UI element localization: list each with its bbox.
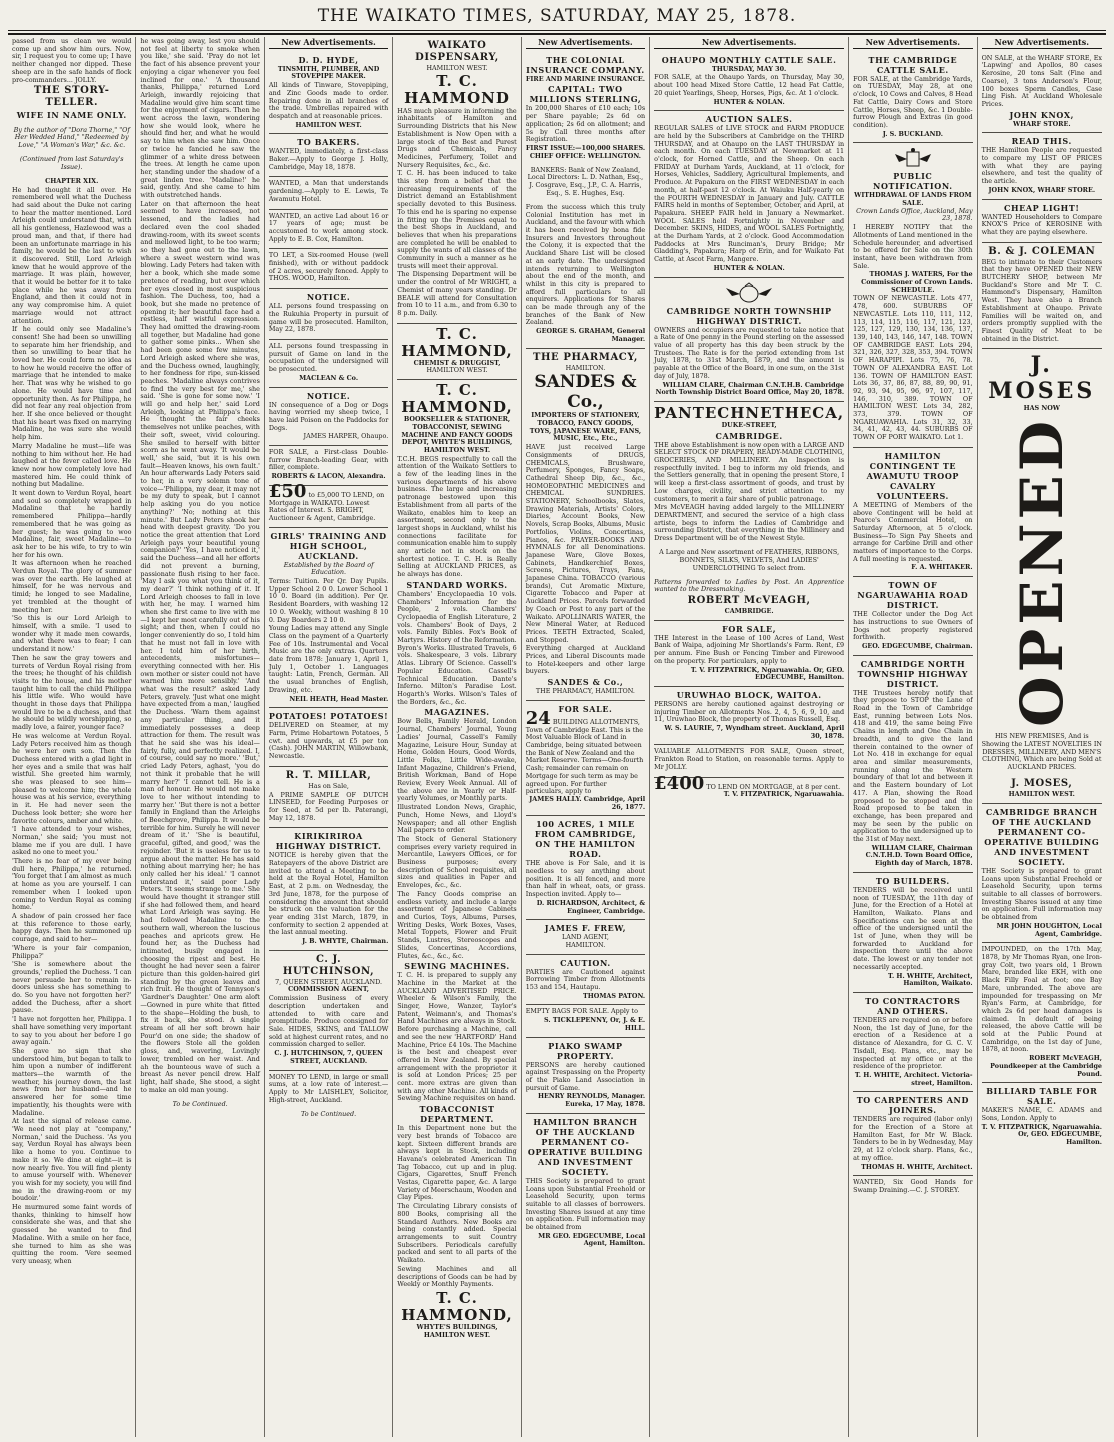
ad-place: HAMILTON WEST. [426,366,488,375]
ad-body: THE Collector under the Dog Act has instructions to sue Owners of Dogs not properly registered forthwith. [853,610,973,642]
ad-section-title: TOBACCONIST DEPARTMENT. [419,1104,495,1125]
story-paragraph: 'Where is your fair companion, Philippa?' [12,943,132,960]
ad-hyde [269,52,388,135]
ad-ohaupo-cattle [654,52,844,112]
ad-signature: T. V. FITZPATRICK, Ngaruawahia. [723,790,845,799]
to-be-continued: To be Continued. [172,1099,228,1108]
ad-subtitle: COMMISSION AGENT, [288,985,370,994]
ad-empty-bags [526,1005,645,1037]
ad-signature: C. J. HUTCHINSON, 7, QUEEN STREET, AUCKLAND. [274,1049,383,1065]
ad-signature: S. TICKLEPENNY, Or, J. & E. HILL. [544,1016,646,1032]
ad-name: T. C. HAMMOND, [401,324,513,360]
ad-body: TENDERS will be received until noon of TUESDAY, the 11th day of June, for the Erection of a Hotel at Hamilton, Waikato. Plans and Specifications can be seen at the office of the undersigned until the 1st of June, when they will be forwarded to Auckland for inspection there until the above date. The lowest or any tender not necessarily accepted. [853,885,973,971]
column-heading: New Advertisements. [853,39,972,49]
story-paragraph: Marry Madaline he must—life was nothing to him without her. He had laughed at the fever called love. He knew now how completely love had mastered him. He could think of nothing but Madaline. [12,441,132,489]
story-paragraph: She gave no sign that she understood him, but began to talk to him upon a number of indifferent matters—the warmth of the weather, his journey down, the last news from her husband—and he answered her for some time impatiently, his thoughts were with Madaline. [12,1046,132,1117]
ad-title: TOWN OF NGARUAWAHIA ROAD DISTRICT. [857,580,969,611]
column-grid [8,37,1106,1437]
ad-body: Bow Bells, Family Herald, London Journal, Chambers' Journal, Young Ladies' Journal, Cassell's Family Magazine, Leisure Hour, Sunday at Home, Golden Hours, Good Words, Little Folks, Little Wide-awake, Infant Magazine, Children's Friend, British Workman, Band of Hope Review, Every Week Annual. All of the above are in Yearly or Half-yearly Volumes, or Monthly parts. [397,717,517,803]
ad-body: MONEY TO LEND, in large or small sums, at a low rate of interest.—Apply to Mr LAISHLEY, Solicitor, High-street, Auckland. [268,1072,389,1104]
ad-title: TO BAKERS. [297,137,360,148]
ad-body: THE Society is prepared to grant Loans upon Substantial Freehold or Leasehold Security, upon terms suitable to all classes of borrowers. Investing Shares issued at any time on application. Full information may be obtained from [981,866,1102,922]
story-paragraph: Later on that afternoon the heat seemed to have increased, not lessened, and the ladies had declared even the cool shaded drawing-room, with its sweet scents and mellowed light, to be too warm; so they had gone out to the lawn, where a sweet western wind was blowing. Lady Peters had taken with her a book, which she made some pretence of reading, but over which her eyes closed in most suspicious fashion. The Duchess, too, had a book, but she made no pretence of opening it; her beautiful face had a restless, half wistful expression. They had omitted the drawing-room all together, but Madaline had gone to gather some pinks... When she had been gone some few minutes, Lord Arleigh asked where she was, and the Duchess owned, laughingly, to her fondness for ripe, sun-kissed peaches. 'Madaline always contrives to find the very best for me,' she said. 'She is gone for some now.' 'I will go and help her,' said Lord Arleigh, looking at Philippa's face. He thought the fair cheeks themselves not unlike peaches, with their soft, sweet, vivid colouring. She smiled to herself with bitter scorn as he went away. 'It would be well,' she said, 'but it is his own fault—Heaven knows, his own fault.' An hour afterwards Lady Peters said to her, in a very solemn tone of voice—'Philippa, my dear, it may not be my duty to speak, but I cannot help asking you do you notice anything?' 'No; nothing at this minute.' But Lady Peters shook her head with deepest gravity. 'Do you notice the great attention that Lord Arleigh pays your beautiful young companion?' 'Yes, I have noticed it,' said the Duchess—and all her efforts did not prevent a burning, passionate flush rising to her face. 'May I ask you what you think of it, my dear?' 'I think nothing of it. If Lord Arleigh chooses to fall in love with her, he may. I warned him when she first came to live with me—I kept her most carefully out of his sight; and then, when I could no longer conveniently do so, I told him that he must not fall in love with her. I told him of her birth, antecedents, misfortunes—everything connected with her. His own mother or sister could not have warned him more sensibly.' 'And what was the result?' asked Lady Peters, gravely. 'Just what one might have expected from a man,' laughed the Duchess. 'Warn them against any particular thing, and it immediately possesses a deep attraction for them. The result was that he said she was his ideal—fairly, fully, and perfectly realized. I, of course, could say no more.' 'But,' cried Lady Peters, aghast, 'you do not think it probable that he will marry her?' 'I cannot tell. He is a man of honour. He would not make love to her without intending to marry her.' 'But there is not a better family in England than the Arleighs of Beechgrove, Philippa. It would be terrible for him. Surely he will never dream of it.' 'She is beautiful, graceful, gifted, and good,' was the rejoinder. 'But it is useless for us to argue about the matter. He has said nothing about marrying her; he has only called her his ideal.' 'I cannot understand it,' said poor Lady Peters. 'It seems strange to me.' She would have thought it stranger still if she had followed them, and heard what Lord Arleigh was saying. He had followed Madaline to the southern wall, whereon the luscious peaches and apricots grew. He found her, as the Duchess had intimated, busily engaged in choosing the ripest and best. He thought he had never seen a fairer picture than this golden-haired girl standing by the green leaves and rich fruit. He thought of Tennyson's 'Gardner's Daughter.' One arm aloft—Gowned in pure white that fitted to the shape—Holding the bush, to fix it back, she stood. A single stream of all her soft brown hair Pour'd on one side; the shadow of the flowers Stole all the golden gloss, and, wavering, Lovingly lower, trembled on her waist. And ah the bounteous wave of such a breast As never pencil drew. Half light, half shade, She stood, a sight to make an old man young. [140,199,260,1094]
ad-cambridge-cattle-sale [853,52,972,144]
ad-body: From the success which this truly Colonial Institution has met in Auckland, and the favour with which it has been received by bona fide Insurers and Investors throughout the Colony, it is expected that the Auckland Share List will be closed at an early date. The undersigned intends returning to Wellington about the end of the month, and whilst in this city is prepared to afford full particulars to all enquirers. Applications for Shares can be made through any of the branches of the Bank of New Zealand. [525,202,646,327]
ad-subtitle: Established by the Board of Education. [283,560,374,577]
ad-body: REGULAR SALES of LIVE STOCK and FARM PRODUCE are held by the Subscribers at Cambridge on the THIRD THURSDAY, and at Ohaupo on the LAST THURSDAY in each month. On each TUESDAY at Newmarket at 11 o'clock, for Horned Cattle, and the Sheep. On each FRIDAY at Durham Yards, Auckland, at 11 o'clock, for Horses, Vehicles, Saddlery, Agricultural Implements, and Produce. At Papakura on the FIRST WEDNESDAY in each month, at half-past 12 o'clock. At Waiuku Half-yearly on the FOURTH WEDNESDAY in January and July. CATTLE FAIRS held in months of September, October, and April, at Papakura. SHEEP FAIR held in January a Newmarket. WOOL SALES held Fortnightly in November and December. SKINS, HIDES, and WOOL SALES Fortnightly, at the Durham Yards, at 2 o'clock. Good Accommodation Paddocks at Mrs Runciman's, Drury Bridge; Mr Gladding's, Papakura; Harp of Erin, and for Waikato Fat Cattle, at Ascot Farm, Mangere. [654,124,845,264]
ad-body: NOTICE is hereby given that the Ratepayers of the above District are invited to attend a Meeting to be held at the Royal Hotel, Hamilton East, at 2 p.m. on Wednesday, the 3rd June, 1878, for the purpose of considering the amount that should be struck on the valuation for the year ending 31st March, 1879, in conformity to section 2 appended at the last annual meeting. [268,851,389,937]
ad-auction-sales [654,111,844,277]
ad-title: NOTICE. [306,390,351,401]
ad-to-let [269,249,388,289]
ad-signature: THOMAS PATON. [582,991,646,1000]
ad-address: 7, QUEEN STREET, AUCKLAND. [275,977,383,986]
ad-subtitle: FIRE AND MARINE INSURANCE. [525,74,645,83]
ad-girls-school [269,528,388,709]
column-5 [522,37,650,1437]
ad-body: PERSONS are hereby cautioned against Trespassing on the Property of the Piako Land Association in pursuit of Game. [525,1060,646,1092]
ad-title: THE COLONIAL INSURANCE COMPANY. [526,54,645,75]
ad-title: CAUTION. [560,957,611,968]
ad-cambridge-north-highway [853,656,972,873]
ad-subtitle: TINSMITH, PLUMBER, AND STOVEPIPE MAKER. [277,64,380,81]
ad-caution [526,955,645,1006]
ad-body: In 200,000 Shares of £10 each; 10s per Share payable; 2s 6d on application; 2s 6d on allotment; and 5s by Call three months after Registration. [525,104,646,144]
ad-kirikiriroa [269,828,388,950]
ad-name: B. & J. COLEMAN [988,245,1096,257]
ad-body: Mrs McVEAGH having added largely to the MILLINERY DEPARTMENT, and secured the service of a high class artiste, begs to inform the Ladies of Cambridge and surrounding District, that everything in the Millinery and Dress Department will be of the Newest Style. [654,503,845,543]
ad-signature: WILLIAM CLARE, Chairman C.N.T.H.B. Cambridge North Township District Board Office, May 20, 1878. [655,380,845,397]
ad-section-title: SEWING MACHINES. [404,961,510,972]
coat-of-arms-icon [714,282,784,304]
story-paragraph: 'She is somewhere about the grounds,' replied the Duchess. 'I can never persuade her to remain in-doors unless she has something to do. So you have not forgotten her?' added the Duchess, after a short pause. [12,960,132,1015]
ad-signature: MR JOHN HOUGHTON, Local Agent, Cambridge. [996,921,1102,938]
ad-body: OWNERS and occupiers are requested to take notice that a Rate of One penny in the Pound sterling on the assessed value of all property has this day been struck by the Trustees. The Rate is for the period extending from 1st July, 1878, to 31st March, 1879, and the amount is payable at the Office of the Board, in one sum, on the 31st day of July, 1878. [654,325,845,380]
ad-signature: J. B. WHYTE, Chairman. [302,937,389,946]
ad-title: READ THIS. [1011,136,1072,147]
story-teller-heading: THE STORY-TELLER. [33,85,110,109]
ad-hutchinson [269,951,388,1071]
ad-body: WANTED, a Man that understands gardening.—Apply to E. Lewis, Te Awamutu Hotel. [268,179,389,203]
ad-moses [982,349,1102,804]
ad-amount: £50 [268,480,307,502]
ad-signature: T. H. WHITE, Architect. Victoria-street, Hamilton. [854,1070,973,1087]
ad-body: Commission Business of every description undertaken and attended to with care and promptitude. Produce consigned for Sale. HIDES, SKINS, and TALLOW sold at highest current rates, and no commission charged to seller. [268,994,389,1049]
ad-signature: T. H. WHITE, Architect, Hamilton, Waikato. [888,971,973,988]
ad-body: WANTED Householders to Compare KNOX'S Price of KEROSINE with what they are paying elsewhere. [981,212,1102,236]
ad-title: D. D. HYDE, [298,54,359,65]
ad-title: HAMILTON CONTINGENT TE AWAMUTU TROOP CAVALRY VOLUNTEERS. [866,450,960,501]
ad-name: PANTECHNETHECA, [654,403,845,422]
ad-for-sale-allotments [526,701,645,816]
ad-body: In this Department none but the very best brands of Tobacco are kept. Sixteen different brands are always kept in Stock, including Havana's celebrated American Tin Tag Tobacco, cut up and in plug. Cigars, Cigarettes, Snuff French Vestas, Cigarette paper, &c. A large Variety of Meerschaum, Wooden and Clay Pipes. [397,1124,517,1202]
ad-body: Illustrated London News, Graphic, Punch, Home News, and Lloyd's Newspaper; and all other English Mail papers to order. [397,803,517,835]
column-2 [136,37,264,1437]
ad-street: DUKE-STREET, [721,420,777,429]
column-3 [265,37,393,1437]
ad-wanted-lad [269,210,388,250]
ad-assortment: A Large and New assortment of FEATHERS, RIBBONS, BONNETS, SILKS, VELVETS, And LADIES' UNDERCLOTHING To select from. [659,548,840,572]
ad-cambridge-north-township [654,278,844,402]
ad-body: WANTED, an active Lad about 16 or 17 years of age; must be accustomed to work among stock. Apply to E. B. Cox, Hamilton. [268,211,389,243]
ad-signature: MACLEAN & Co. [299,373,359,382]
ad-amount: £400 [654,772,705,794]
story-paragraph: He murmured some faint words of thanks, thinking to himself how considerate she was, and that she guessed he wanted to find Madaline. With a smile on her face, she turned to him as she was quitting the room. 'Vere seemed very uneasy, when [12,1203,132,1265]
ad-body: IMPOUNDED, on the 17th May, 1878, by Mr Thomas Ryan, one Iron-gray Colt, two years old, 1 Brown Mare, branded like EKH, with one Black Filly Foal at foot; one Bay Mare, unbranded. The above are impounded for trespassing on Mr Ryan's Farm, at Cambridge, for which 2s 6d per head damages is claimed. In default of being released, the above Cattle will be sold at the Public Pound at Cambridge, on the 1st day of June, 1878, at noon. [981,945,1102,1054]
ad-body: The Fancy Goods comprise an endless variety, and include a large assortment of Japanese Cabinets and Curios, Toys, Albums, Purses, Writing Desks, Work Boxes, Vases, Metal Toppets, Flower and Fruit Stands, Lustres, Stereoscopes and Slides, Concertinas, Accordions, Flutes, &c., &c., &c. [397,889,517,960]
column-heading: New Advertisements. [526,39,645,49]
column-heading: New Advertisements. [269,39,388,49]
ad-subtitle: LAND AGENT, [561,933,609,942]
story-byline: By the author of "Dora Thorne," "Of Her Wedded Hand," "Redeemed by Love," "A Woman's War," &c. &c. [13,125,130,150]
ad-name: SANDES & Co., [547,677,624,688]
ad-cheap-light [982,200,1102,243]
ad-subtitle: BOOKSELLER & STATIONER, TOBACCONIST, SEWING MACHINE AND FANCY GOODS DEPOT, WHYTE'S BUILDINGS, HAMILTON WEST. [401,415,513,454]
ad-title: CHEAP LIGHT! [1004,202,1080,213]
ad-hamilton-building-society [526,1114,645,1252]
ad-title: THE CAMBRIDGE CATTLE SALE. [868,54,958,75]
ad-title: PIAKO SWAMP PROPERTY. [548,1040,623,1061]
ad-waikato-dispensary [397,37,516,324]
ad-body: THE Trustees hereby notify that they propose to STOP the Lane of Road in the Town of Cambridge East, running between Lots Nos. 418 and 419, the same being Five Chains in length and One Chain in breadth, and to give the land therein contained to the owner of Lot No. 418 in exchange for equal area and similar measurements, running along the Western boundary of that lot and between it and the Eastern boundary of Lot 417. A Plan, showing the Road proposed to be stopped and the Road proposed to be taken in exchange, has been prepared and may be seen by the public on application to the undersigned up to the 31st of May next. [853,688,973,844]
ad-body: THE above Establishment is now open with a LARGE AND SELECT STOCK OF DRAPERY, READY-MADE CLOTHING, GROCERIES, AND MILLINERY. An Inspection is respectfully invited. I beg to inform my old friends, and the Settlers generally, that in opening the present Store, I will keep a first-class assortment of goods, and trust by Low charges, civility, and strict attention to my customers, to merit a fair share of public patronage. [654,440,845,503]
ad-terms: Terms: Tuition. Per Qr. Day Pupils. Upper School 2 0 0. Lower School 1 10 0. Board (in addition). Per Qr. Resident Boarders, with washing 12 10 0. Weekly, without washing 8 10 0. Day Boarders 2 10 0. [268,577,389,624]
ad-frew [526,920,645,954]
ad-body: EMPTY BAGS FOR SALE. Apply to [525,1007,638,1016]
ad-signature: T. V. FITZPATRICK, Ngaruawahia. Or, GEO. EDGECUMBE, Hamilton. [981,1122,1102,1147]
ad-signature: ROBERT McVEAGH, Poundkeeper at the Cambridge Pound. [990,1054,1102,1078]
ad-coleman [982,243,1102,350]
ad-body: TENDERS are required on or before Noon, the 1st day of June, for the erection of a Residence at a distance of Alexandra, for G. C. V. Tisdall, Esq. Plans, etc., may be inspected at my office or at the residence of the proprietor. [853,1015,973,1071]
ad-body: MAKER'S NAME, C. ADAMS and Sons, London. Apply to [981,1106,1102,1122]
ad-body: ON SALE, at the WHARF STORE, Ex 'Lapwing' and Apollos, 80 cases Kerosine, 20 tons Salt (Fine and Coarse), 3 tons Anderson's Flour, 100 boxes Sperm Candles, Case Ling Fish. At Auckland Wholesale Prices. [981,53,1102,108]
story-paragraph: At last the signal of release came. 'We need not play at "company," Norman,' said the Duchess. 'As you say, Verdun Royal has always been like a home to you. Continue to make it so. We dine at eight—it is now nearly five. You will find plenty to amuse yourself with. Whenever you wish for my society, you will find me in the drawing-room or my boudoir.' [12,1117,132,1203]
ad-body: A MEETING of Members of the above Contingent will be held at Pearce's Commercial Hotel, on Saturday Afternoon, at 5 o'clock. Business—To Sign Pay Sheets and arrange for Carbine Drill and other matters of importance to the Corps. A full meeting is requested. [853,500,973,563]
ad-to-contractors [853,993,972,1092]
ad-public-notification [853,143,972,448]
story-paragraph: Then he saw the gray towers and turrets of Verdun Royal rising from the trees; he thought of his childish visits to the house, and his mother taught him to call the child Philippa his little wife. Who would have thought in those days that Philippa would live to be a duchess, and that he should be wildly worshipping, so madly love, a fairer, younger face? [12,653,132,732]
ad-signature: THOMAS H. WHITE, Architect. [861,1162,973,1171]
story-paragraph: A shadow of pain crossed her face at this reference to those early, happy days. Then he summoned up courage, and said to her— [12,912,132,944]
story-paragraph: 'There is no fear of my ever being dull here, Philippa,' he returned. 'You forget that I am almost as much at home as you are yourself. I can remember when I looked upon coming to Verdun Royal as coming home.' [12,857,132,912]
ad-signature: THOMAS J. WATERS, For the Commissioner of Crown Lands. [861,270,973,287]
ad-body: A PRIME SAMPLE OF DUTCH LINSEED, for Feeding Purposes or for Seed, at 5d per lb. Paterangi, May 12, 1878. [268,790,389,822]
ad-title: TO CONTRACTORS AND OTHERS. [865,995,961,1016]
ad-place: HAMILTON. [565,363,606,372]
ad-proprietor: ROBERT McVEAGH, [687,595,811,607]
ad-title: GIRLS' TRAINING AND HIGH SCHOOL, AUCKLAND. [270,530,387,561]
ad-body: TO LET, a Six-roomed House (well finished), with or without paddock of 2 acres, securely fenced. Apply to THOS. WOOD, Hamilton. [268,251,389,283]
ad-number: 24 [525,707,551,729]
ad-title: AUCTION SALES. [705,114,793,125]
ad-signature: NEIL HEATH, Head Master. [289,694,389,703]
ad-body: ALL persons found trespassing on the Rukuhia Property in pursuit of game will be prosecuted. Hamilton, May 22, 1878. [268,302,389,334]
ad-signature: GEO. EDGECUMBE, Chairman. [861,641,973,650]
ad-name: J. MOSES, [1011,778,1073,790]
column-6 [650,37,849,1437]
ad-signature: J. S. BUCKLAND. [882,129,943,138]
ad-billiard-table [982,1083,1102,1151]
ad-date: THURSDAY, MAY 30. [712,64,787,73]
story-paragraph: It was afternoon when he reached Verdun Royal. The glory of summer was over the earth. He laughed at himself, for he was nervous and timid; he longed to see Madaline, yet trembled at the thought of meeting her. [12,559,132,614]
ad-name: SANDES & Co., [534,372,637,413]
ad-the-pharmacy [526,349,645,701]
ad-body: Chambers' Encyclopaedia 10 vols. Chambers' Information for the People, 2 vols. Chambers' Cyclopaedia of English Literature, 2 vols. Chambers' Book of Days, 2 vols. Family Bibles. Fox's Book of Martyrs. History of the Reformation. Byron's Works. Illustrated Travels, 6 vols. Shakespeare, 3 vols. Library Atlas. Library Of Science. Cassell's Popular Education. Cassell's Technical Education. Dante's Inferno. Milton's Paradise Lost. Hogarth's Works. Wilson's Tales of the Borders, &c., &c. [397,589,517,706]
ad-body: THE above is For Sale, and it is needless to say anything about position. It is all fenced, and more than half in wheat, oats, or grass. Inspection invited. Apply to— [525,859,646,899]
ad-title: R. T. MILLAR, [285,769,372,781]
ad-title: NOTICE. [306,292,351,303]
ad-hamilton-contingent [853,448,972,577]
ad-body: HIS NEW PREMISES, And is Showing the LATEST NOVELTIES IN DRESSES, MILLINERY, AND MEN'S CLOTHING, Which are being Sold at AUCKLAND PRICES. [981,732,1102,772]
coat-of-arms-icon [878,147,948,169]
ad-wharf-store [982,52,1102,134]
ad-issue: FIRST ISSUE:—100,000 SHARES. [525,143,646,152]
ad-title: FOR SALE. [558,703,613,714]
ad-name: JOHN KNOX, [1009,109,1075,120]
ad-title: CAMBRIDGE NORTH TOWNSHIP HIGHWAY DISTRICT. [666,305,832,326]
ad-for-sale-lease [654,621,844,687]
ad-title: CAMBRIDGE BRANCH OF THE AUCKLAND PERMANENT CO-OPERATIVE BUILDING AND INVESTMENT SOCIETY. [984,806,1100,867]
ad-signature: WILLIAM CLARE, Chairman C.N.T.H.D. Town Board Office, Eighth day of March, 1878. [865,843,973,868]
ad-body: WANTED, immediately, a first-class Baker.—Apply to George J. Holly, Cambridge, May 18, 1878. [268,147,389,171]
ad-subtitle: IMPORTERS OF STATIONERY, TOBACCO, FANCY GOODS, TOYS, JAPANESE WARE, FANS, MUSIC, Etc., Etc., [529,411,642,443]
ad-name: T. C. HAMMOND, [401,381,513,417]
story-paragraph: 'So this is our Lord Arleigh to himself, with a smile. 'I used to wonder why it made men cowards, and what there was to fear; I can understand it now.' [12,614,132,654]
ad-title: THE PHARMACY, [532,351,638,363]
ad-notice-maclean [269,340,388,388]
ad-place: CAMBRIDGE. [715,430,783,441]
ad-signature: JAMES HALLY. Cambridge, April 26, 1877. [529,794,646,811]
ad-body: I HEREBY NOTIFY that the Allotments of Land mentioned in the Schedule hereunder, and advertised to be offered for Sale on the 30th instant, have been withdrawn from Sale. [853,223,973,270]
masthead-rule [8,30,1106,35]
ad-body: T. C. H. has been induced to take this step from a belief that the increasing requirements of the District demand an Establishment specially devoted to this Business. To this end he is sparing no expense in fitting up the Premises equal to the best Shops in Auckland, and believes that when his preparations are completed he will be enabled to supply the wants of all classes of the Community in such a manner as he trusts will meet their approval. [397,169,517,270]
ad-footnote: Patterns forwarded to Ladies by Post. An Apprentice wanted to the Dressmaking. [654,577,845,594]
ad-place: WHARF STORE. [1012,119,1071,128]
ad-hammond-bookseller [397,380,516,1343]
ad-title: TO BUILDERS. [875,875,950,886]
ad-body: THE Interest in the Lease of 100 Acres of Land, West Bank of Waipa, adjoining Mr Shortlands's Farm. Rent, £9 per annum. Fine Bush or Fencing Timber and Firewood on the property. For particulars, apply to [654,633,845,665]
ad-place: HAMILTON WEST. [423,1330,491,1339]
ad-piako-swamp [526,1038,645,1114]
ad-body: Sewing Machines and all descriptions of Goods can be had by Weekly or Monthly Payments. [397,1264,517,1289]
story-paragraph: He was welcome at Verdun Royal. Lady Peters received him as though he were her own son. Then the Duchess entered with a glad light in her eyes and a smile that was half wistful. She greeted him warmly, she was pleased to see him—pleased to welcome him; the whole house was at his service, everything in it. He had never seen the Duchess look better; she wore her favorite colours, amber and white. [12,731,132,825]
ad-signature: MR GEO. EDGECUMBE, Local Agent, Hamilton. [538,1231,646,1248]
ad-title: PUBLIC NOTIFICATION. [873,171,953,192]
ad-body: VALUABLE ALLOTMENTS FOR SALE, Queen street, Frankton Road to Station, on reasonable terms. Apply to Mr JOLLY. [654,747,845,771]
ad-bankers: BANKERS: Bank of New Zealand, Local Directors: L. D. Nathan, Esq., J. Cosgrave, Esq., J.P., C. A. Harris, Esq., S. E. Hughes, Esq. [527,165,644,197]
ad-body: Everything charged at Auckland Prices, and Liberal Discounts made to Hotel-keepers and other large buyers. [525,644,646,676]
ad-body: All kinds of Tinware, Stovepiping, and Zinc Goods made to order. Repairing done in all branches of the trade. Umbrellas repaired with despatch and at reasonable prices. [268,81,389,120]
ad-office: CHIEF OFFICE: WELLINGTON. [529,151,642,160]
ad-title: 100 ACRES, 1 MILE FROM CAMBRIDGE, ON THE HAMILTON ROAD. [534,819,637,860]
column-4 [393,37,521,1437]
column-7 [849,37,977,1437]
ad-signature: F. A. WHITAKER. [911,563,973,572]
ad-wanted-man [269,177,388,209]
ad-office: Crown Lands Office, Auckland, May 23, 1878. [856,206,973,223]
ad-signature: JAMES HARPER, Ohaupo. [303,432,389,441]
story-paragraph: If he could only see Madaline's consent! She had been so unwilling to separate him her friendship, and then so unwilling to bear that he loved her. He could form no idea as to how he would receive the offer of marriage that he intended to make her. That was why he wished to go alone. He would have time and opportunity then. As for Philippa, he did not fear any real objection from her. If she once believed or thought that his heart was fixed on marrying Madaline, he was sure she would help him. [12,325,132,442]
column-heading: New Advertisements. [982,39,1102,49]
column-heading: New Advertisements. [654,39,844,49]
ad-to-builders [853,873,972,993]
ad-signature: GEORGE S. GRAHAM, General Manager. [536,327,646,343]
ad-body: PERSONS are hereby cautioned against destroying or injuring Timber on Allotments Nos. 2, 4, 5, 6, 9, 10, and 11, Uruwhao Block, the property of Thomas Russell, Esq. [654,699,845,724]
ad-colonial-insurance [526,52,645,349]
ad-millar [269,767,388,829]
ad-body: The Dispensing Department will be under the control of Mr WRIGHT, a Chemist of many years standing. Dr BEALE will attend for Consultation from 10 to 11 a.m., and from 6.30 to 8 p.m. Daily. [397,270,517,317]
ad-body: TO LEND ON MORTGAGE, at 8 per cent. [706,782,841,791]
ad-body: The Circulating Library consists of 800 Books, comprising all the Standard Authors. New Books are being constantly added. Special arrangements to suit Country Subscribers. Periodicals carefully packed and sent to all parts of the Waikato. [397,1202,517,1265]
ad-signature: JOHN KNOX, WHARF STORE. [988,185,1096,194]
ad-title: KIRIKIRIROA HIGHWAY DISTRICT. [275,831,382,852]
ad-body: to £5,000 TO LEND, on Mortgage in WAIKATO. Lowest Rates of Interest. S. BRIGHT, Auctioneer & Agent, Cambridge. [268,490,385,522]
ad-impounded [982,943,1102,1083]
ad-uruwhao-block [654,687,844,746]
ad-title: C. J. HUTCHINSON, [282,953,375,977]
ad-section-title: STANDARD WORKS. [406,579,508,590]
ad-subtitle: HAS NOW [1023,404,1060,413]
ad-signature: W. S. LAURIE, 7, Wyndham street. Auckland, April 30, 1878. [664,724,845,740]
ad-money-to-lend [269,1071,388,1129]
story-paragraph: It went down to Verdun Royal, heart and soul so completely wrapped in Madaline that he hardly remembered Philippa—hardly remembered that he was going as her guest; he was going to woo Madaline, fair, sweet Madaline—to ask her to be his wife, to try to win her for his own. [12,489,132,559]
ad-title: URUWHAO BLOCK, WAITOA. [676,689,822,700]
intro-letter: passed from us clean we would come up and show him ours. Now, sir, I request you to come up; I have neither changed nor dipped. These sheep are in the safe hands of flock pro-commanders... JOLLY. [12,37,132,84]
ad-section-title: MAGAZINES. [424,707,490,718]
ad-body: BEG to intimate to their Customers that they have OPENED their NEW BUTCHERY SHOP, between Mr Buckland's Store and Mr T. C. Hammond's Dispensary, Hamilton West. They have also a Branch Establishment at Ohaupo. Private Families will be waited on, and orders promptly supplied with the Finest Quality of Meat to be obtained in the District. [981,257,1102,343]
ad-to-carpenters [853,1092,972,1176]
ad-body: IN consequence of a Dog or Dogs having worried my sheep twice, I have laid Poison on the Paddocks for Dogs. [268,400,389,432]
ad-title: FOR SALE, [722,623,777,634]
column-8 [978,37,1106,1437]
ad-name: T. C. HAMMOND [404,71,510,107]
ad-title: POTATOES! POTATOES! [268,711,389,722]
ad-notice-rukuhia [269,289,388,340]
to-be-continued: To be Continued. [301,1109,357,1118]
story-paragraph: 'I have not forgotten her, Philippa. I shall have something very important to say to you about her before I go away again.' [12,1015,132,1047]
ad-body: Young Ladies may attend any Single Class on the payment of a Quarterly Fee of 10s. Instrumental and Vocal Music are the only extras. Quarters date from 1878: January 1, April 1, July 1, October 1. Languages taught: Latin, French, German. All the usual branches of English, Drawing, etc. [268,624,389,694]
ad-signature: HUNTER & NOLAN. [713,97,785,106]
masthead-title: THE WAIKATO TIMES, SATURDAY, MAY 25, 1878. [317,6,797,26]
ad-opened-banner: OPENED [1007,417,1076,727]
ad-lend-400 [654,772,845,803]
ad-title: OHAUPO MONTHLY CATTLE SALE. [661,54,837,65]
ad-read-this [982,133,1102,199]
ad-name: J. MOSES [988,352,1096,405]
column-1 [8,37,136,1437]
ad-body: WANTED, Six Good Hands for Swamp Draining.—C. J. STOREY. [853,1178,973,1194]
ad-body: FOR SALE, at the Ohaupo Yards, on Thursday, May 30, about 100 head Mixed Store Cattle, 12 head Fat Cattle, 20 quiet Yearlings, Sheep, Horses, Pigs, &c. At 1 o'clock. [654,73,845,97]
ad-pantechnetheca [654,402,844,621]
story-title: WIFE IN NAME ONLY. [16,110,127,121]
ad-hammond-chemist [397,324,516,380]
ad-title: JAMES F. FREW, [544,923,627,934]
ad-signature: D. RICHARDSON, Architect, & Engineer, Cambridge. [536,898,646,915]
ad-place: HAMILTON WEST. [295,120,362,129]
ad-ngaruawahia-road [853,577,972,656]
ad-subtitle: THE PHARMACY, HAMILTON. [535,687,635,696]
ad-body: FOR SALE, at the Cambridge Yards, on TUESDAY, May 28, at one o'clock, 10 Cows and Calves, 8 Head Fat Cattle, Dairy Cows and Store Cattle, Horses, Sheep, &c. 1 Double-furrow Plough and Extras (in good condition). [853,74,973,129]
ad-subtitle: CHEMIST & DRUGGIST, [413,358,501,367]
ad-wanted-hands [853,1176,972,1199]
ad-title: CAMBRIDGE NORTH TOWNSHIP HIGHWAY DISTRICT. [857,658,969,689]
ad-subtitle: Has on Sale, [308,781,349,790]
ad-section-title: SCHEDULE. [891,285,935,294]
ad-body: DELIVERED on Steamer, at my Farm, Prime Hobartown Potatoes, 5 cwt. and upwards, at £5 per ton (Cash). JOHN MARTIN, Willowbank, Newcastle. [268,721,389,761]
ad-title: TO CARPENTERS AND JOINERS. [856,1095,969,1116]
ad-title: WAIKATO DISPENSARY, [415,40,499,63]
ad-signature: HUNTER & NOLAN. [713,263,785,272]
story-paragraph: He had thought it all over. He remembered well what the Duchess had said about the Duke not caring to hear the matter mentioned. Lord Arleigh could understand that, with all his gentleness, Hazlewood was a proud man, and that, if there had been an unfortunate marriage in his family, he would be the last to wish it discovered. Still, Lord Arleigh knew that he would approve of the marriage. It was plain, however, that it would be better for it to take place while he was away from England, and then it could not in any way compromise him. A quiet marriage would not attract attention. [12,185,132,325]
ad-place: CAMBRIDGE. [724,607,774,616]
ad-name: T. C. HAMMOND, [401,1288,513,1324]
chapter-heading: CHAPTER XIX. [45,176,99,185]
ad-body: THE Hamilton People are requested to compare my LIST OF PRICES with what they are paying elsewhere, and test the quality of the article. [981,146,1102,186]
ad-body: FOR SALE, a First-class Double-furrow Branch-leading Gear, with filler, complete. [268,448,389,472]
story-paragraph: he was going away, lest you should not feel at liberty to smoke when you like,' she said. 'Pray do not let the fact of his absence prevent your enjoying a cigar whenever you feel inclined for one.' 'A thousand thanks, Philippa,' returned Lord Arleigh, inwardly rejoicing that Madaline would give him scant time for the enjoyment of cigars. Then he went across the lawn, wondering how she would look, where he should find her, and what he would say to him when she saw him. Once or twice he fancied he saw the glimmer of a white dress between the trees. At length he came upon her, standing under the shadow of a great linden tree. 'Madaline!' he said, gently. And she came to him with outstretched hands. [140,37,260,200]
story-continued: (Continued from last Saturday's Issue). [19,155,124,171]
ad-body: PARTIES are Cautioned against Borrowing Timber from Allotments 153 and 154, Hautapu. [525,967,646,992]
ad-body: BUILDING ALLOTMENTS, Town of Cambridge East. This is the Most Valuable Block of Land in Cambridge, being situated between the Bank of New Zealand and the Market Reserve. Terms—One-fourth Cash; remainder can remain on Mortgage for such term as may be agreed upon. For further particulars, apply to [525,717,644,796]
ad-body: T. C. H. is prepared to supply any Machine in the Market at the AUCKLAND ADVERTISED PRICE. Wheeler & Wilson's Family, the Singer, Howe, Wanzer, Taylor's Patent, Weimann's, and Thomas's Hand Machines are always in Stock. Before purchasing a Machine, call and see the new 'HARTFORD' Hand Machine, Price £4 10s. The Machine is the best and cheapest ever offered in New Zealand. By special arrangement with the proprietor it is sold at London Prices; 25 per cent. more extras are given than with any other Machine. All kinds of Sewing Machine requisites on hand. [397,971,517,1103]
ad-title: BILLIARD TABLE FOR SALE. [986,1086,1098,1107]
ad-capital: CAPITAL: TWO MILLIONS STERLING, [529,84,642,105]
ad-body: THIS Society is prepared to grant Loans upon Substantial Freehold or Leasehold Security, upon terms suitable to all classes of borrowers. Investing Shares issued at any time on application. Full information may be obtained from [525,1176,646,1232]
ad-body: ALL persons found trespassing in pursuit of Game on land in the occupation of the undersigned will be prosecuted. [268,341,389,374]
ad-potatoes [269,708,388,767]
ad-signature: HENRY REYNOLDS, Manager. Eureka, 17 May, 1878. [537,1092,646,1109]
ad-body: TENDERS are required (labor only) for the Erection of a Store at Hamilton East, for Mr W. Black. Tenders to be in by Wednesday, May 29, at 12 o'clock sharp. Plans, &c., at my office. [853,1115,973,1162]
ad-cambridge-building-society [982,804,1102,943]
ad-body: T.C.H. BEGS respectfully to call the attention of the Waikato Settlers to a few of the leading lines in the various departments of his above business. The large and increasing patronage bestowed upon this Establishment from all parts of the Waikato, enables him to keep an assortment, second only to the largest shops in Auckland, whilst his connections facilitate for communication enable him to supply any article not in stock on the shortest notice. T. C. H. is Really Selling at AUCKLAND PRICES, as he always has done. [397,454,517,579]
ad-body: HAVE just received Large Consignments of DRUGS, CHEMICALS, Brushware, Perfumery, Sponges, Fancy Soaps, Cathedral Sheep Dip, &c., &c., HOMOEOPATHIC MEDICINES and CHEMICAL SUNDRIES. STATIONERY, Schoolbooks, Slates, Drawing Materials, Artists' Colors, Diaries, Account Books, New Novels, Scrap Books, Albums, Music Portfolios, Violins, Concertinas, Pianos, &c. PRAYER-BOOKS AND HYMNALS for all Denominations. Japanese Ware, Glove Boxes, Cabinets, Handkerchief Boxes, Screens, Pictures, Trays, Fans, Japanese China. TOBACCO (various brands), Cut Aromatic Mixture, Cigarette Tobacco and Paper at Auckland Prices. Parcels forwarded by Coach or Post to any part of the Waikato. APOLLINARIS WATER, the New Mineral Water, at Reduced Prices. TEETH Extracted, Scaled, and Stopped. [525,443,646,644]
ad-body: The Stock of General Stationery comprises every variety required in Mercantile, Lawyers Offices, or for Business purposes; every description of School requisites, all sizes and qualities in Paper and Envelopes, &c., &c. [397,834,517,890]
ad-place: HAMILTON WEST. [426,64,488,72]
story-paragraph: 'I have attended to your wishes, Norman,' she said; 'you must not blame me if you are dull. I have asked no one to meet you.' [12,825,132,857]
ad-body: HAS much pleasure in informing the inhabitants of Hamilton and Surrounding Districts that his New Establishment is Now Open with a large stock of the Best and Purest Drugs and Chemicals, Fancy Medicines, Perfumery, Toilet and Nursery Requisites, &c., &c. [397,106,517,169]
ad-signature: ROBERTS & LACON, Alexandra. [271,472,386,481]
ad-bakers [269,134,388,177]
ad-notice-harper [269,388,388,447]
ad-signature: T. V. FITZPATRICK, Ngaruawahia. Or, GEO. EDGECUMBE, Hamilton. [690,665,845,682]
ad-place: HAMILTON WEST. [1008,790,1075,799]
ad-100-acres [526,816,645,920]
ad-lend-bright [268,480,388,528]
ad-title: HAMILTON BRANCH OF THE AUCKLAND PERMANENT CO-OPERATIVE BUILDING AND INVESTMENT SOCIETY. [527,1116,643,1177]
ad-subtitle: WHYTE'S BUILDINGS, [416,1322,498,1331]
ad-schedule: TOWN OF NEWCASTLE. Lots 477, 478, 600. SUBURBS OF NEWCASTLE. Lots 110, 111, 112, 113, 114, 115, 116, 117, 121, 123, 125, 127, 129, 130, 134, 136, 137, 139, 140, 143, 146, 147, 148. TOWN OF CAMBRIDGE EAST. Lots 294, 321, 326, 327, 328, 353, 394. TOWN OF HARAPIPI. Lots 75, 76, 78. TOWN OF ALEXANDRA EAST. Lot 136. TOWN OF HAMILTON EAST. Lots 36, 37, 86, 87, 88, 89, 90, 91, 92, 93, 94, 95, 96, 97, 107, 117, 146, 310, 389. TOWN OF HAMILTON WEST. Lots 34, 282, 373, 379. TOWN OF NGARUAWAHIA. Lots 31, 32, 33, 34, 41, 42, 43, 44. SUBURBS OF TOWN OF PORT WAIKATO. Lot 1. [853,294,973,442]
ad-subtitle: WITHDRAWAL OF LANDS FROM SALE. [854,191,972,208]
ad-place: HAMILTON. [565,940,606,949]
